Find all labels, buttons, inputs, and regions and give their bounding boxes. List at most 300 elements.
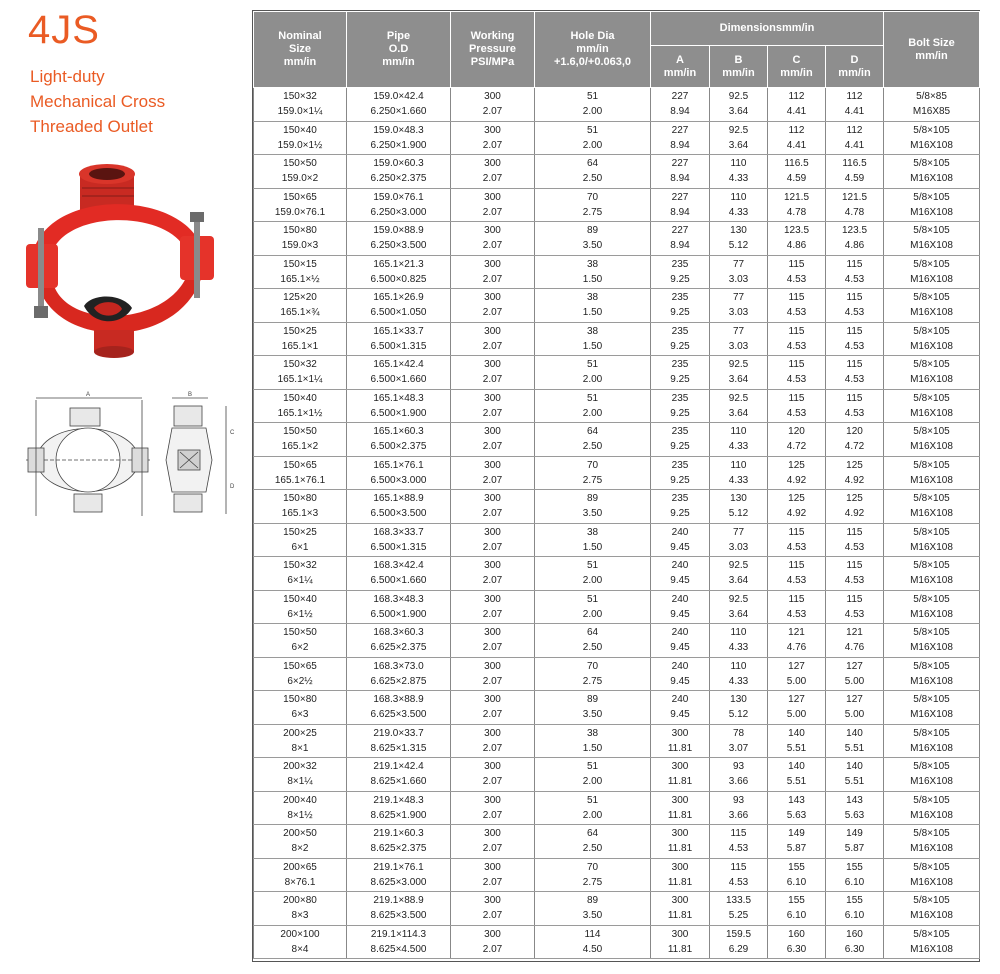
cell-line: 6×1 — [291, 541, 309, 553]
header-bolt-size: Bolt Size mm/in — [884, 12, 980, 88]
cell-line: 300 — [671, 761, 689, 773]
cell-line: 165.1×3 — [281, 508, 319, 520]
cell-line: 165.1×¾ — [280, 307, 320, 319]
cell-line: 93 — [732, 794, 745, 806]
cell-hole-dia — [535, 389, 651, 423]
cell-dim-c — [768, 423, 826, 457]
cell-line: 9.25 — [670, 508, 690, 520]
cell-line: 6.10 — [786, 910, 807, 922]
cell-dim-c — [768, 88, 826, 122]
cell-line: 1.50 — [582, 307, 603, 319]
cell-line: 115 — [846, 292, 863, 304]
cell-nominal-size — [254, 791, 347, 825]
cell-line: 120 — [846, 426, 863, 438]
cell-line: 165.1×48.3 — [373, 392, 424, 404]
cell-line: 4.92 — [844, 508, 865, 520]
cell-line: 11.81 — [667, 910, 693, 922]
cell-line: 116.5 — [784, 158, 809, 170]
cell-hole-dia — [535, 657, 651, 691]
cell-line: 5.12 — [728, 709, 749, 721]
cell-line: 300 — [484, 895, 501, 907]
cell-line: 5.51 — [844, 742, 865, 754]
cell-dim-d — [826, 523, 884, 557]
cell-bolt-size — [884, 590, 980, 624]
cell-line: 3.50 — [582, 508, 603, 520]
cell-line: 77 — [732, 292, 745, 304]
cell-line: 300 — [484, 292, 501, 304]
cell-line: 110 — [730, 660, 747, 672]
cell-line: 300 — [484, 91, 501, 103]
cell-pipe-od — [347, 691, 451, 725]
cell-line: 115 — [846, 392, 863, 404]
cell-line: 4.53 — [844, 407, 865, 419]
cell-line: 123.5 — [841, 225, 868, 237]
cell-dim-a — [651, 423, 710, 457]
cell-line: M16X108 — [910, 575, 953, 587]
cell-bolt-size — [884, 490, 980, 524]
cell-line: 240 — [671, 694, 689, 706]
cell-line: M16X108 — [910, 943, 953, 955]
cell-dim-a — [651, 925, 710, 959]
cell-line: M16X108 — [910, 508, 953, 520]
cell-line: 5.00 — [844, 675, 865, 687]
cell-dim-c — [768, 356, 826, 390]
cell-line: 165.1×1½ — [277, 407, 323, 419]
cell-line: 219.1×60.3 — [373, 828, 424, 840]
header-dim-c: C mm/in — [768, 46, 826, 88]
cell-line: M16X108 — [910, 541, 953, 553]
table-row — [254, 389, 980, 423]
table-row — [254, 557, 980, 591]
cell-pipe-od — [347, 322, 451, 356]
cell-hole-dia — [535, 188, 651, 222]
cell-hole-dia — [535, 88, 651, 122]
cell-pipe-od — [347, 758, 451, 792]
cell-line: 2.00 — [582, 575, 603, 587]
cell-line: 8.94 — [670, 173, 690, 185]
cell-dim-c — [768, 121, 826, 155]
cell-bolt-size — [884, 155, 980, 189]
cell-pipe-od — [347, 624, 451, 658]
cell-line: 77 — [732, 258, 745, 270]
cell-dim-d — [826, 691, 884, 725]
cell-line: 89 — [586, 895, 599, 907]
cell-working-pressure — [451, 557, 535, 591]
cell-line: 4.53 — [844, 307, 865, 319]
svg-text:B: B — [188, 392, 193, 398]
cell-line: 300 — [671, 727, 689, 739]
cell-working-pressure — [451, 825, 535, 859]
cell-line: 300 — [484, 124, 501, 136]
cell-line: 155 — [788, 895, 805, 907]
cell-line: 219.1×114.3 — [370, 928, 427, 940]
cell-pipe-od — [347, 724, 451, 758]
cell-line: M16X108 — [910, 441, 953, 453]
cell-line: 2.07 — [482, 340, 503, 352]
cell-line: 2.07 — [482, 441, 503, 453]
cell-bolt-size — [884, 657, 980, 691]
cell-line: 115 — [846, 526, 863, 538]
cell-line: 6.250×1.660 — [370, 106, 427, 118]
cell-hole-dia — [535, 456, 651, 490]
cell-dim-d — [826, 88, 884, 122]
cell-line: 1.50 — [582, 340, 603, 352]
cell-bolt-size — [884, 289, 980, 323]
cell-line: 5.25 — [728, 910, 749, 922]
cell-line: 127 — [846, 660, 863, 672]
cell-line: M16X108 — [910, 240, 953, 252]
cell-line: 70 — [586, 191, 599, 203]
product-photo — [22, 148, 222, 370]
cell-line: 300 — [671, 828, 689, 840]
cell-line: 3.50 — [582, 910, 603, 922]
cell-nominal-size — [254, 691, 347, 725]
cell-dim-c — [768, 490, 826, 524]
product-code: 4JS — [28, 8, 100, 52]
cell-dim-d — [826, 724, 884, 758]
cell-pipe-od — [347, 557, 451, 591]
cell-line: 150×80 — [283, 225, 317, 237]
cell-line: 165.1×76.1 — [373, 459, 424, 471]
table-row — [254, 423, 980, 457]
cell-line: 200×65 — [283, 861, 317, 873]
cell-line: 6.250×3.500 — [370, 240, 427, 252]
cell-line: 78 — [732, 727, 745, 739]
cell-line: 121.5 — [783, 191, 810, 203]
cell-line: 5/8×105 — [913, 761, 950, 773]
cell-hole-dia — [535, 322, 651, 356]
cell-line: 89 — [586, 694, 599, 706]
cell-line: 125 — [846, 493, 863, 505]
cell-line: 4.53 — [844, 374, 865, 386]
cell-bolt-size — [884, 523, 980, 557]
cell-line: 8.94 — [670, 240, 690, 252]
cell-line: 9.45 — [670, 642, 690, 654]
table-row — [254, 289, 980, 323]
cell-line: 125 — [846, 459, 863, 471]
cell-line: 150×25 — [283, 325, 317, 337]
cell-line: 115 — [788, 593, 805, 605]
cell-dim-a — [651, 657, 710, 691]
cell-line: 4.76 — [786, 642, 807, 654]
table-row — [254, 858, 980, 892]
cell-hole-dia — [535, 121, 651, 155]
cell-line: 165.1×1¼ — [277, 374, 323, 386]
cell-line: 6.500×1.660 — [370, 374, 427, 386]
cell-bolt-size — [884, 121, 980, 155]
cell-line: 300 — [484, 426, 501, 438]
cell-line: 4.53 — [844, 575, 865, 587]
table-row — [254, 825, 980, 859]
cell-working-pressure — [451, 657, 535, 691]
cell-line: 300 — [484, 761, 501, 773]
cell-line: 155 — [846, 895, 863, 907]
cell-dim-d — [826, 456, 884, 490]
cell-nominal-size — [254, 255, 347, 289]
cell-line: 140 — [846, 727, 863, 739]
cell-line: 300 — [484, 794, 501, 806]
cell-dim-b — [710, 322, 768, 356]
cell-working-pressure — [451, 222, 535, 256]
cell-pipe-od — [347, 121, 451, 155]
cell-line: 300 — [484, 158, 501, 170]
cell-pipe-od — [347, 456, 451, 490]
technical-drawing — [22, 388, 247, 523]
cell-line: 8.625×1.660 — [370, 776, 427, 788]
cell-line: 2.07 — [482, 809, 503, 821]
cell-working-pressure — [451, 791, 535, 825]
cell-dim-b — [710, 825, 768, 859]
cell-bolt-size — [884, 88, 980, 122]
cell-line: 300 — [484, 660, 501, 672]
cell-line: 235 — [671, 426, 689, 438]
cell-line: 9.25 — [670, 407, 690, 419]
cell-dim-b — [710, 188, 768, 222]
cell-line: 240 — [671, 660, 689, 672]
cell-hole-dia — [535, 356, 651, 390]
cell-working-pressure — [451, 724, 535, 758]
cell-line: 6.29 — [728, 943, 749, 955]
cell-line: 143 — [846, 794, 863, 806]
cell-line: 9.45 — [670, 675, 690, 687]
cell-line: 5/8×85 — [916, 91, 947, 103]
cell-line: 64 — [586, 158, 599, 170]
cell-line: 159.0×48.3 — [373, 124, 424, 136]
cell-hole-dia — [535, 289, 651, 323]
cell-line: 159.5 — [725, 928, 752, 940]
cell-line: 92.5 — [728, 124, 749, 136]
cell-line: 150×32 — [283, 91, 317, 103]
cell-line: 92.5 — [728, 392, 749, 404]
cell-bolt-size — [884, 188, 980, 222]
cell-line: 9.25 — [670, 340, 690, 352]
cell-dim-b — [710, 222, 768, 256]
cell-line: 8.94 — [670, 139, 690, 151]
cell-line: 3.07 — [728, 742, 749, 754]
cell-dim-d — [826, 222, 884, 256]
cell-hole-dia — [535, 222, 651, 256]
cell-line: 240 — [671, 627, 689, 639]
cell-line: 165.1×60.3 — [373, 426, 424, 438]
cell-line: 5/8×105 — [913, 794, 950, 806]
cell-line: M16X108 — [910, 642, 953, 654]
cell-dim-a — [651, 255, 710, 289]
cell-line: 8×1 — [291, 742, 309, 754]
cell-line: 38 — [586, 292, 599, 304]
cell-line: 116.5 — [842, 158, 867, 170]
cell-line: 6.250×1.900 — [370, 139, 427, 151]
cell-line: M16X108 — [910, 776, 953, 788]
cell-line: 6.500×2.375 — [370, 441, 427, 453]
cell-dim-b — [710, 724, 768, 758]
cell-dim-c — [768, 724, 826, 758]
cell-working-pressure — [451, 691, 535, 725]
header-dimensions: Dimensionsmm/in — [651, 12, 884, 46]
cell-line: 4.53 — [786, 541, 807, 553]
cell-line: 150×65 — [283, 660, 317, 672]
cell-line: 200×50 — [283, 828, 317, 840]
cell-dim-b — [710, 791, 768, 825]
cell-nominal-size — [254, 925, 347, 959]
cell-line: 3.50 — [582, 240, 603, 252]
cell-hole-dia — [535, 791, 651, 825]
cell-line: 2.07 — [482, 642, 503, 654]
cell-pipe-od — [347, 791, 451, 825]
cell-line: 6.30 — [786, 943, 807, 955]
cell-dim-b — [710, 624, 768, 658]
cell-line: 11.81 — [667, 843, 693, 855]
cell-line: 150×32 — [283, 560, 317, 572]
cell-working-pressure — [451, 88, 535, 122]
cell-line: 200×40 — [283, 794, 317, 806]
cell-pipe-od — [347, 892, 451, 926]
cell-dim-d — [826, 188, 884, 222]
cell-line: 5/8×105 — [913, 727, 950, 739]
cell-line: 2.07 — [482, 742, 503, 754]
header-hole-dia: Hole Dia mm/in +1.6,0/+0.063,0 — [535, 12, 651, 88]
cell-line: M16X108 — [910, 608, 953, 620]
cell-line: 2.07 — [482, 608, 503, 620]
cell-line: 3.64 — [728, 374, 749, 386]
cell-line: 300 — [484, 627, 501, 639]
cell-line: 168.3×88.9 — [373, 694, 424, 706]
cell-nominal-size — [254, 121, 347, 155]
cell-line: 6×1¼ — [287, 575, 313, 587]
cell-dim-a — [651, 456, 710, 490]
cell-dim-a — [651, 691, 710, 725]
cell-bolt-size — [884, 724, 980, 758]
cell-line: 300 — [484, 526, 501, 538]
cell-dim-d — [826, 389, 884, 423]
cell-dim-d — [826, 322, 884, 356]
cell-dim-d — [826, 858, 884, 892]
cell-line: 110 — [730, 459, 747, 471]
cell-line: 240 — [671, 560, 689, 572]
cell-line: 5/8×105 — [913, 526, 950, 538]
spec-table-wrapper — [252, 10, 980, 962]
cell-line: M16X108 — [910, 876, 953, 888]
cell-line: 8.625×4.500 — [370, 943, 427, 955]
cell-pipe-od — [347, 155, 451, 189]
cell-line: 140 — [846, 761, 863, 773]
cell-line: 150×50 — [283, 158, 317, 170]
cell-line: 235 — [671, 258, 689, 270]
cell-dim-c — [768, 255, 826, 289]
cell-line: 51 — [586, 593, 599, 605]
product-title — [30, 64, 165, 139]
spec-table-body — [254, 88, 980, 959]
cell-line: 64 — [586, 828, 599, 840]
cell-line: 159.0×1¼ — [277, 106, 323, 118]
cell-line: 150×40 — [283, 124, 317, 136]
cell-line: 200×80 — [283, 895, 317, 907]
cell-line: 5.00 — [844, 709, 865, 721]
cell-line: 6.500×1.315 — [370, 541, 427, 553]
cell-line: M16X108 — [910, 407, 953, 419]
cell-line: 165.1×21.3 — [373, 258, 424, 270]
cell-nominal-size — [254, 322, 347, 356]
cell-line: 300 — [484, 593, 501, 605]
cell-dim-b — [710, 523, 768, 557]
cell-line: 11.81 — [667, 742, 693, 754]
cell-line: 2.50 — [582, 642, 603, 654]
cell-line: 2.07 — [482, 910, 503, 922]
cell-dim-b — [710, 858, 768, 892]
cell-line: 6.625×2.875 — [370, 675, 427, 687]
cell-line: 165.1×33.7 — [373, 325, 424, 337]
cell-line: 110 — [730, 191, 747, 203]
cell-line: 6.500×0.825 — [370, 273, 427, 285]
cell-working-pressure — [451, 590, 535, 624]
cell-pipe-od — [347, 490, 451, 524]
cell-line: 4.78 — [844, 206, 865, 218]
cell-line: 168.3×42.4 — [373, 560, 424, 572]
cell-line: 4.53 — [728, 843, 749, 855]
cell-line: 4.59 — [786, 173, 807, 185]
cell-pipe-od — [347, 88, 451, 122]
cell-line: 6×1½ — [287, 608, 313, 620]
table-row — [254, 624, 980, 658]
cell-dim-d — [826, 155, 884, 189]
cell-line: 9.25 — [670, 273, 690, 285]
cell-line: 140 — [788, 761, 805, 773]
cell-line: 2.00 — [582, 106, 603, 118]
cell-pipe-od — [347, 356, 451, 390]
cell-line: 150×80 — [283, 493, 317, 505]
cell-line: 8.625×2.375 — [370, 843, 427, 855]
table-row — [254, 724, 980, 758]
cell-line: 300 — [484, 392, 501, 404]
cell-line: 112 — [788, 91, 805, 103]
cell-line: 3.03 — [728, 340, 749, 352]
cell-line: 6.10 — [786, 876, 807, 888]
cell-line: 2.75 — [582, 206, 603, 218]
cell-line: 4.72 — [844, 441, 865, 453]
cell-line: 150×65 — [283, 459, 317, 471]
cell-pipe-od — [347, 255, 451, 289]
cell-pipe-od — [347, 925, 451, 959]
cell-line: 38 — [586, 325, 599, 337]
table-row — [254, 155, 980, 189]
cell-line: 2.07 — [482, 273, 503, 285]
cell-line: 112 — [846, 124, 863, 136]
table-row — [254, 791, 980, 825]
cell-nominal-size — [254, 88, 347, 122]
cell-line: 168.3×73.0 — [373, 660, 424, 672]
cell-working-pressure — [451, 289, 535, 323]
cell-bolt-size — [884, 389, 980, 423]
cell-line: 4.53 — [786, 340, 807, 352]
cell-line: 9.45 — [670, 541, 690, 553]
cell-dim-d — [826, 825, 884, 859]
cell-bolt-size — [884, 825, 980, 859]
cell-line: 2.50 — [582, 843, 603, 855]
table-row — [254, 322, 980, 356]
cell-dim-a — [651, 724, 710, 758]
cell-dim-c — [768, 825, 826, 859]
cell-nominal-size — [254, 155, 347, 189]
cell-dim-a — [651, 121, 710, 155]
cell-line: 5/8×105 — [913, 292, 950, 304]
cell-line: 159.0×1½ — [277, 139, 323, 151]
cell-line: 5/8×105 — [913, 325, 950, 337]
cell-dim-a — [651, 791, 710, 825]
cell-line: 70 — [586, 459, 599, 471]
cell-line: 3.03 — [728, 273, 749, 285]
cell-line: 2.75 — [582, 675, 603, 687]
cell-line: 8×76.1 — [284, 876, 316, 888]
cell-line: 5.63 — [786, 809, 807, 821]
